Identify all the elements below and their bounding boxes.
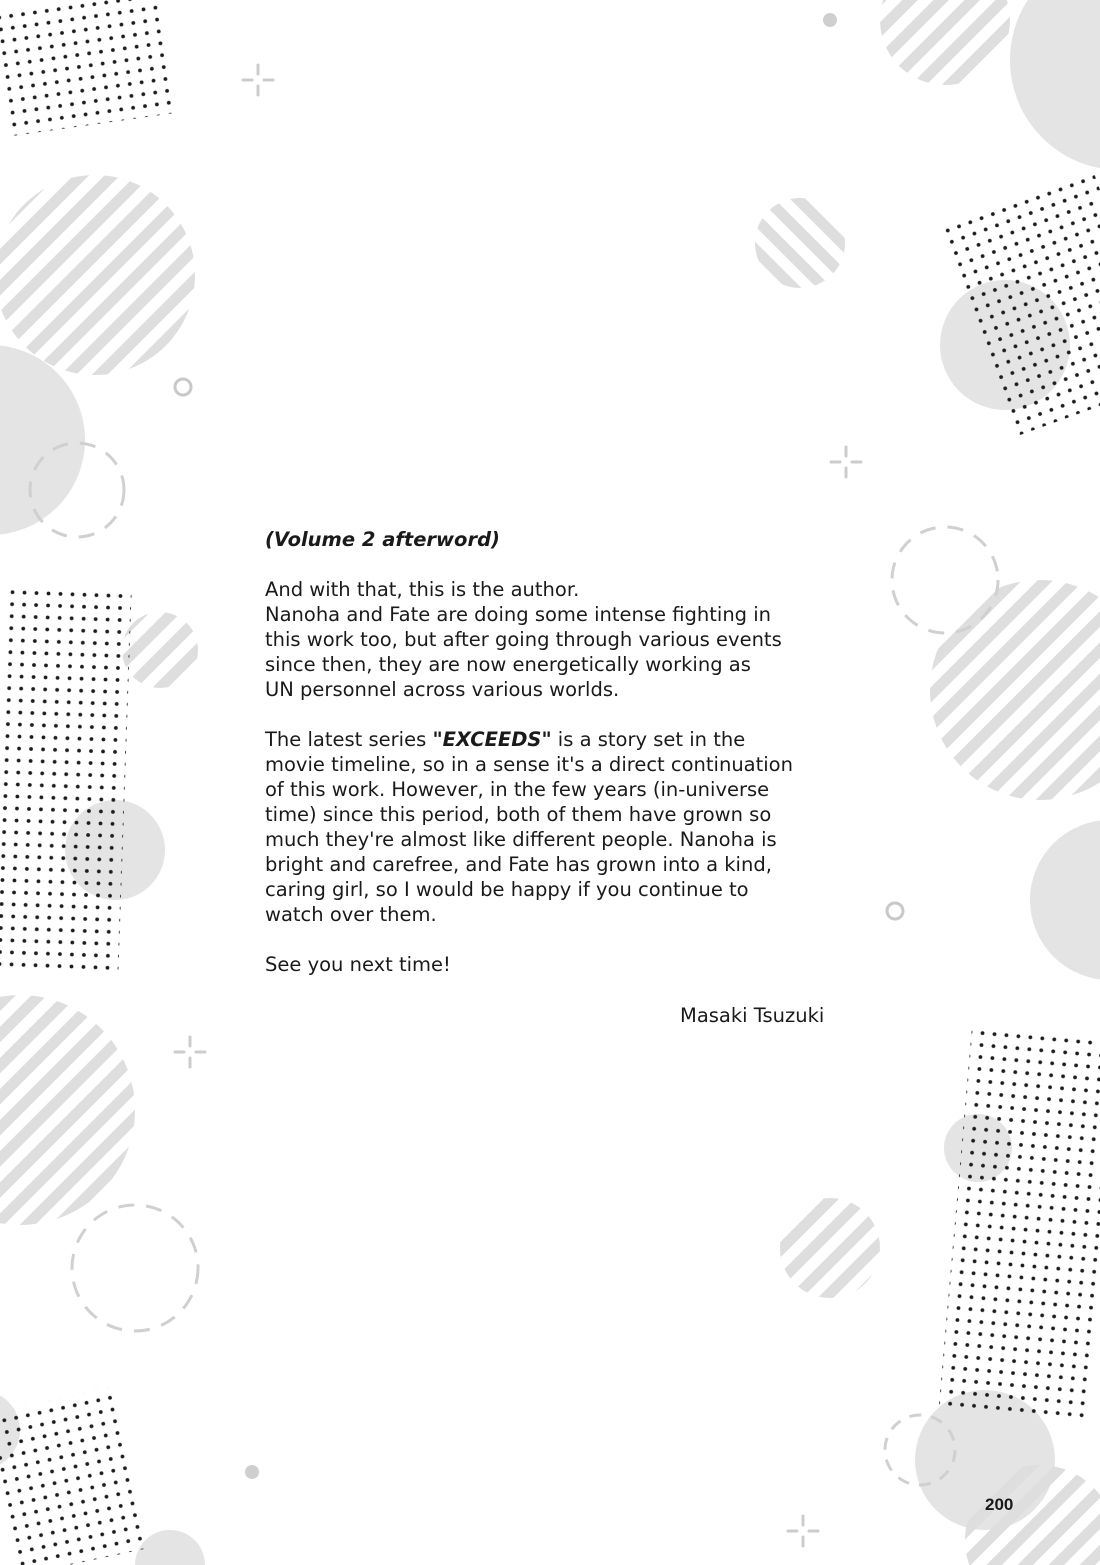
paragraph-closing [265, 952, 865, 977]
series-title: "EXCEEDS" [432, 728, 552, 751]
text-line: And with that, this is the author. [265, 578, 580, 601]
plus-mark [831, 447, 861, 477]
dashed-circle [892, 527, 998, 633]
gray-circle [0, 345, 85, 535]
text-line: UN personnel across various worlds. [265, 678, 620, 701]
ring [887, 903, 903, 919]
text-line: bright and carefree, and Fate has grown into a kind, [265, 853, 772, 876]
gray-circle [1010, 0, 1100, 170]
striped-circle [0, 995, 135, 1225]
paragraph-exceeds [265, 727, 865, 927]
afterword-heading: (Volume 2 afterword) [265, 528, 500, 551]
text-line: much they're almost like different people. Nanoha is [265, 828, 777, 851]
striped-circle [930, 580, 1100, 800]
author-signature: Masaki Tsuzuki [680, 1004, 825, 1027]
text-line: movie timeline, so in a sense it's a direct continuation [265, 753, 793, 776]
afterword-text [265, 522, 865, 1002]
plus-mark [243, 65, 273, 95]
page-number: 200 [985, 1495, 1014, 1514]
dashed-circle [72, 1205, 198, 1331]
text-line: since then, they are now energetically working as [265, 653, 751, 676]
small-dot [823, 13, 837, 27]
text-line [265, 727, 865, 752]
striped-circle [755, 198, 845, 288]
striped-circle [880, 0, 1010, 85]
dot-pattern [0, 1386, 151, 1565]
paragraph-intro [265, 577, 865, 702]
text-fragment: is a story set in the [551, 728, 746, 751]
text-line: watch over them. [265, 903, 437, 926]
plus-mark [175, 1037, 205, 1067]
text-line: of this work. However, in the few years (in-universe [265, 778, 770, 801]
ring [175, 379, 191, 395]
striped-circle [122, 612, 198, 688]
dot-pattern [0, 588, 132, 972]
text-line: this work too, but after going through various events [265, 628, 782, 651]
text-line: Nanoha and Fate are doing some intense fighting in [265, 603, 772, 626]
text-line: time) since this period, both of them have grown so [265, 803, 772, 826]
dot-pattern [0, 0, 178, 136]
gray-circle [1030, 820, 1100, 980]
text-line: caring girl, so I would be happy if you continue to [265, 878, 749, 901]
striped-circle [780, 1198, 880, 1298]
striped-circle [0, 175, 195, 375]
dot-pattern [939, 1029, 1100, 1421]
text-fragment: The latest series [265, 728, 433, 751]
small-dot [245, 1465, 259, 1479]
plus-mark [788, 1516, 818, 1546]
text-line: See you next time! [265, 953, 451, 976]
